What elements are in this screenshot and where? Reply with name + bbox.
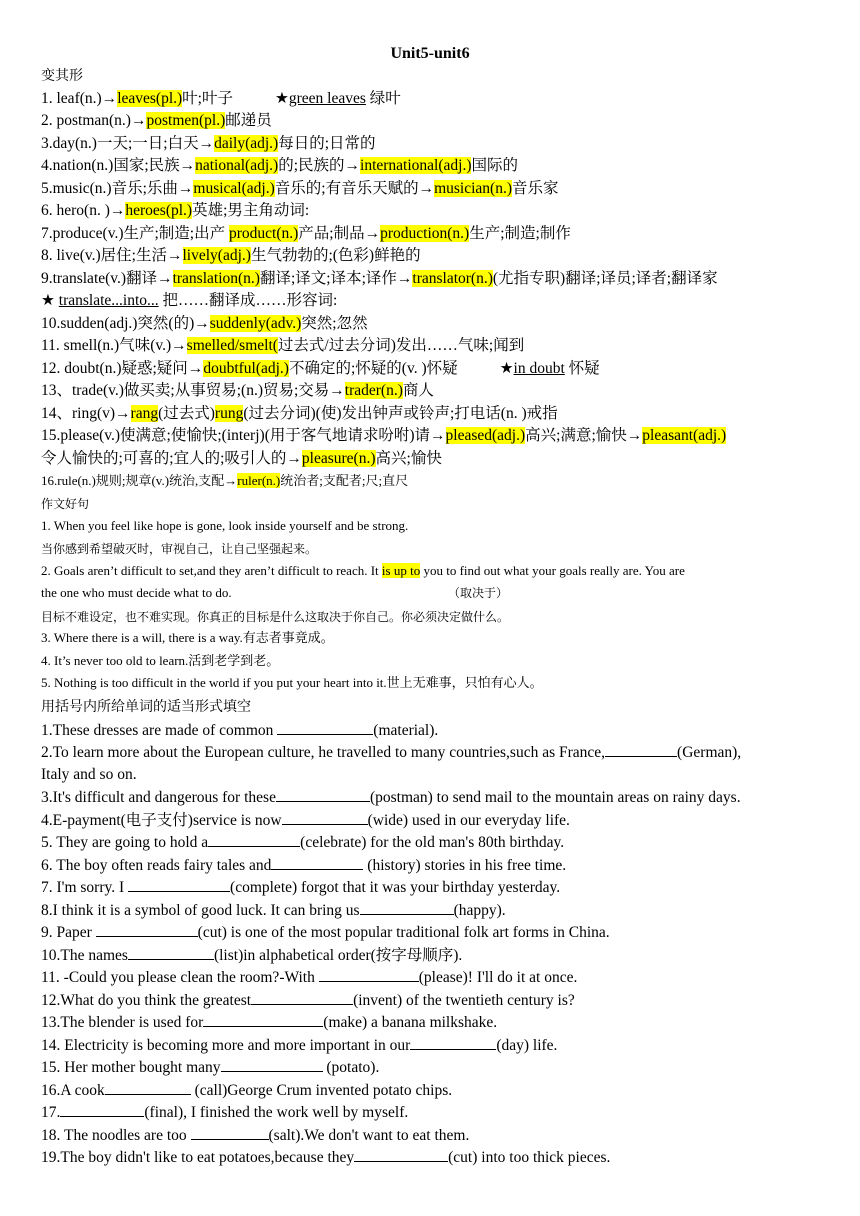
question-16: 16.A cook (call)George Crum invented potato chips.	[41, 1082, 453, 1099]
form-line-11: 11. smell(n.)气味(v.)→smelled/smelt(过去式/过去分词)发出……气味;闻到	[41, 337, 525, 354]
form-line-4: 4.nation(n.)国家;民族→national(adj.)的;民族的→international(adj.)国际的	[41, 157, 518, 174]
form-line-7: 7.produce(v.)生产;制造;出产 product(n.)产品;制品→production(n.)生产;制造;制作	[41, 225, 571, 242]
question-8: 8.I think it is a symbol of good luck. It can bring us (happy).	[41, 902, 506, 919]
star-icon: ★	[499, 360, 514, 377]
form-line-1: 1. leaf(n.)→leaves(pl.)叶;叶子 ★green leaves 绿叶	[41, 90, 401, 107]
sentence-2-translation: 目标不难设定，也不难实现。你真正的目标是什么这取决于你自己。你必须决定做什么。	[41, 610, 510, 624]
form-line-8: 8. live(v.)居住;生活→lively(adj.)生气勃勃的;(色彩)鲜艳的	[41, 247, 421, 264]
form-line-3: 3.day(n.)一天;一日;白天→daily(adj.)每日的;日常的	[41, 135, 376, 152]
answer-blank[interactable]	[276, 787, 370, 802]
question-1: 1.These dresses are made of common (material).	[41, 722, 439, 739]
answer-blank[interactable]	[271, 855, 363, 870]
section-heading-sentences: 作文好句	[41, 497, 90, 511]
answer-blank[interactable]	[105, 1080, 191, 1095]
answer-blank[interactable]	[208, 832, 300, 847]
sentence-1: 1. When you feel like hope is gone, look inside yourself and be strong.	[41, 518, 409, 533]
form-line-12: 12. doubt(n.)疑惑;疑问→doubtful(adj.)不确定的;怀疑的(v. )怀疑 ★in doubt 怀疑	[41, 360, 600, 377]
answer-blank[interactable]	[354, 1147, 448, 1162]
section-heading-word-forms: 变其形	[41, 68, 83, 84]
question-2: 2.To learn more about the European culture, he travelled to many countries,such as France, (German),	[41, 744, 742, 761]
answer-blank[interactable]	[282, 810, 368, 825]
form-line-2: 2. postman(n.)→postmen(pl.)邮递员	[41, 112, 272, 129]
answer-blank[interactable]	[410, 1035, 496, 1050]
sentence-5: 5. Nothing is too difficult in the world if you put your heart into it.世上无难事，只怕有心人。	[41, 675, 543, 690]
answer-blank[interactable]	[605, 742, 677, 757]
form-line-16: 16.rule(n.)规则;规章(v.)统治,支配→ruler(n.)统治者;支配者;尺;直尺	[41, 473, 409, 488]
form-line-5: 5.music(n.)音乐;乐曲→musical(adj.)音乐的;有音乐天赋的→musician(n.)音乐家	[41, 180, 559, 197]
question-14: 14. Electricity is becoming more and more important in our (day) life.	[41, 1037, 558, 1054]
answer-blank[interactable]	[128, 877, 230, 892]
question-17: 17. (final), I finished the work well by myself.	[41, 1104, 409, 1121]
question-4: 4.E-payment(电子支付)service is now (wide) used in our everyday life.	[41, 812, 570, 829]
answer-blank[interactable]	[203, 1012, 323, 1027]
sentence-4: 4. It’s never too old to learn.活到老学到老。	[41, 653, 280, 668]
answer-blank[interactable]	[319, 967, 419, 982]
sentence-1-translation: 当你感到希望破灭时，审视自己，让自己坚强起来。	[41, 542, 318, 556]
sentence-2-cont: the one who must decide what to do. （取决于）	[41, 585, 509, 600]
question-10: 10.The names (list)in alphabetical order(按字母顺序).	[41, 947, 463, 964]
star-icon: ★	[41, 292, 59, 309]
form-line-13: 13、trade(v.)做买卖;从事贸易;(n.)贸易;交易→trader(n.)商人	[41, 382, 434, 399]
answer-blank[interactable]	[128, 945, 214, 960]
sentence-3: 3. Where there is a will, there is a way.有志者事竟成。	[41, 630, 334, 645]
answer-blank[interactable]	[251, 990, 353, 1005]
answer-blank[interactable]	[96, 922, 198, 937]
question-19: 19.The boy didn't like to eat potatoes,because they (cut) into too thick pieces.	[41, 1149, 611, 1166]
question-11: 11. -Could you please clean the room?-With (please)! I'll do it at once.	[41, 969, 578, 986]
question-6: 6. The boy often reads fairy tales and (history) stories in his free time.	[41, 857, 567, 874]
question-12: 12.What do you think the greatest (invent) of the twentieth century is?	[41, 992, 575, 1009]
section-heading-fill-blanks: 用括号内所给单词的适当形式填空	[41, 699, 251, 715]
question-2-cont: Italy and so on.	[41, 766, 137, 783]
question-9: 9. Paper (cut) is one of the most popular traditional folk art forms in China.	[41, 924, 610, 941]
answer-blank[interactable]	[60, 1102, 144, 1117]
question-18: 18. The noodles are too (salt).We don't want to eat them.	[41, 1127, 470, 1144]
form-line-9b: ★ translate...into... 把……翻译成……形容词:	[41, 292, 338, 309]
page-title: Unit5-unit6	[390, 45, 470, 62]
star-icon: ★	[274, 90, 289, 107]
answer-blank[interactable]	[191, 1125, 269, 1140]
form-line-9: 9.translate(v.)翻译→translation(n.)翻译;译文;译本;译作→translator(n.)(尤指专职)翻译;译员;译者;翻译家	[41, 270, 718, 287]
answer-blank[interactable]	[360, 900, 454, 915]
question-3: 3.It's difficult and dangerous for these (postman) to send mail to the mountain areas on rainy days.	[41, 789, 741, 806]
form-line-6: 6. hero(n. )→heroes(pl.)英雄;男主角动词:	[41, 202, 310, 219]
form-line-14: 14、ring(v)→rang(过去式)rung(过去分词)(使)发出钟声或铃声;打电话(n. )戒指	[41, 405, 558, 422]
question-13: 13.The blender is used for (make) a banana milkshake.	[41, 1014, 498, 1031]
form-line-15b: 令人愉快的;可喜的;宜人的;吸引人的→pleasure(n.)高兴;愉快	[41, 450, 442, 467]
question-15: 15. Her mother bought many (potato).	[41, 1059, 380, 1076]
sentence-2: 2. Goals aren’t difficult to set,and they aren’t difficult to reach. It is up to you to find out what your goals really are. You are	[41, 563, 685, 578]
answer-blank[interactable]	[277, 720, 373, 735]
form-line-15: 15.please(v.)使满意;使愉快;(interj)(用于客气地请求吩咐)请→pleased(adj.)高兴;满意;愉快→pleasant(adj.)	[41, 427, 727, 444]
question-7: 7. I'm sorry. I (complete) forgot that it was your birthday yesterday.	[41, 879, 561, 896]
form-line-10: 10.sudden(adj.)突然(的)→suddenly(adv.)突然;忽然	[41, 315, 368, 332]
answer-blank[interactable]	[221, 1057, 323, 1072]
question-5: 5. They are going to hold a (celebrate) for the old man's 80th birthday.	[41, 834, 565, 851]
